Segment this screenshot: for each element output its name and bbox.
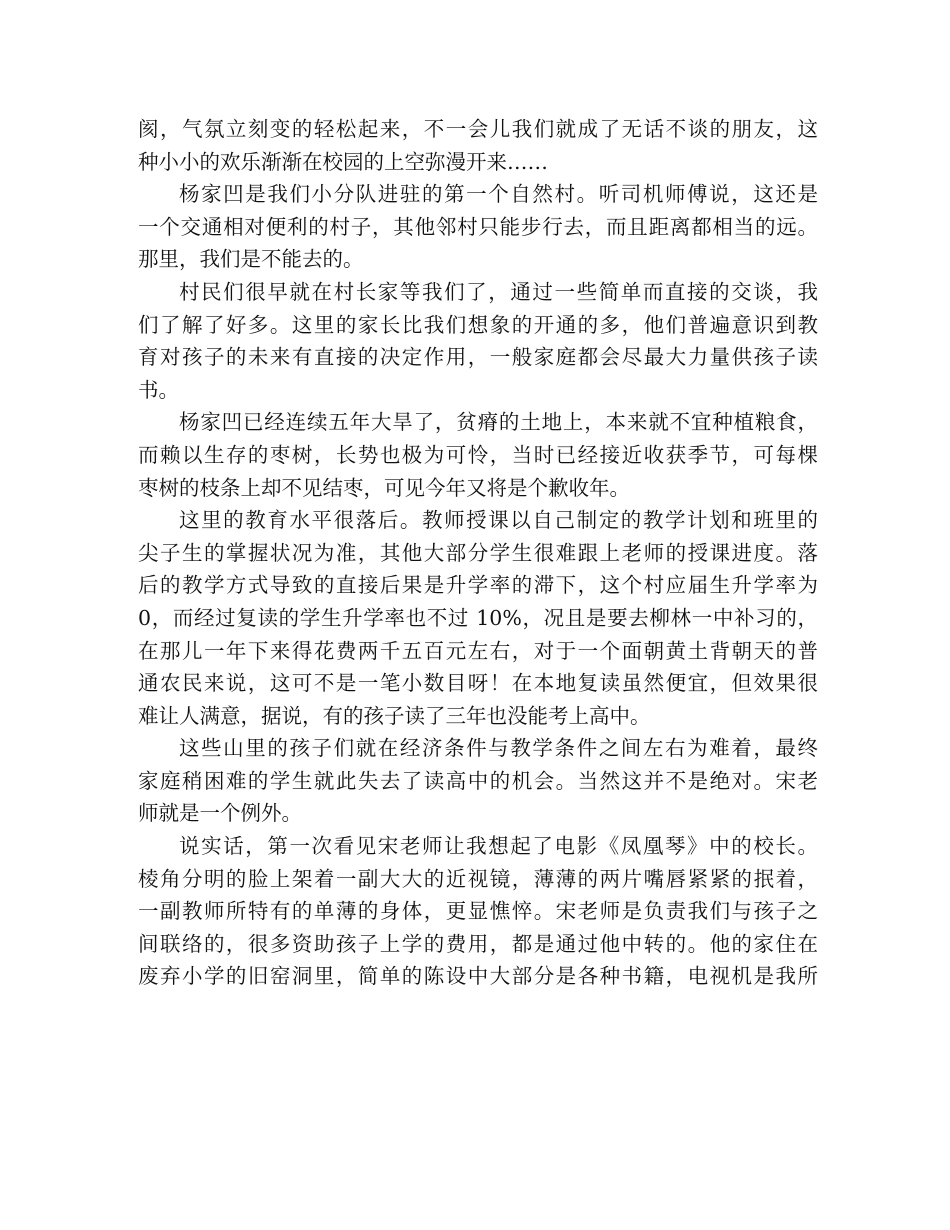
paragraph-2: [138, 178, 818, 276]
paragraph-4: [138, 406, 818, 504]
text-line: 而赖以生存的枣树，长势也极为可怜，当时已经接近收获季节，可每棵: [138, 442, 818, 467]
text-line: 尖子生的掌握状况为准，其他大部分学生很难跟上老师的授课进度。落: [138, 540, 818, 565]
text-line: 阂，气氛立刻变的轻松起来，不一会儿我们就成了无话不谈的朋友，这: [138, 117, 818, 141]
text-line: 通农民来说，这可不是一笔小数目呀！在本地复读虽然便宜，但效果很: [138, 671, 818, 696]
text-line: 说实话，第一次看见宋老师让我想起了电影《凤凰琴》中的校长。: [179, 834, 818, 859]
text-line: 在那儿一年下来得花费两千五百元左右，对于一个面朝黄土背朝天的普: [138, 638, 818, 663]
text-line: 杨家凹是我们小分队进驻的第一个自然村。听司机师傅说，这还是: [179, 182, 818, 207]
text-line: 杨家凹已经连续五年大旱了，贫瘠的土地上，本来就不宜种植粮食，: [179, 410, 818, 435]
text-line: 种小小的欢乐渐渐在校园的上空弥漫开来……: [138, 149, 548, 174]
text-line: 棱角分明的脸上架着一副大大的近视镜，薄薄的两片嘴唇紧紧的抿着，: [138, 866, 818, 891]
text-line: 一副教师所特有的单薄的身体，更显憔悴。宋老师是负责我们与孩子之: [138, 899, 818, 924]
text-line: 家庭稍困难的学生就此失去了读高中的机会。当然这并不是绝对。宋老: [138, 768, 818, 793]
text-line: 们了解了好多。这里的家长比我们想象的开通的多，他们普遍意识到教: [138, 312, 818, 337]
text-line: 那里，我们是不能去的。: [138, 247, 364, 272]
text-line: 间联络的，很多资助孩子上学的费用，都是通过他中转的。他的家住在: [138, 931, 818, 956]
text-line: 村民们很早就在村长家等我们了，通过一些简单而直接的交谈，我: [179, 279, 818, 304]
text-line: 一个交通相对便利的村子，其他邻村只能步行去，而且距离都相当的远。: [138, 214, 818, 239]
paragraph-1: [138, 113, 818, 178]
text-line: 废弃小学的旧窑洞里，简单的陈设中大部分是各种书籍，电视机是我所: [138, 964, 818, 989]
paragraph-6: [138, 732, 818, 830]
text-line: 这些山里的孩子们就在经济条件与教学条件之间左右为难着，最终: [179, 736, 818, 761]
document-page: [138, 113, 818, 993]
text-line: 书。: [138, 377, 179, 402]
text-line: 育对孩子的未来有直接的决定作用，一般家庭都会尽最大力量供孩子读: [138, 345, 818, 370]
text-line: 后的教学方式导致的直接后果是升学率的滞下，这个村应届生升学率为: [138, 573, 818, 598]
text-line: 师就是一个例外。: [138, 801, 302, 826]
text-line: 0，而经过复读的学生升学率也不过 10%，况且是要去柳林一中补习的，: [138, 605, 818, 630]
text-line: 枣树的枝条上却不见结枣，可见今年又将是个歉收年。: [138, 475, 630, 500]
text-line: 这里的教育水平很落后。教师授课以自己制定的教学计划和班里的: [179, 508, 818, 533]
paragraph-3: [138, 276, 818, 406]
paragraph-7: [138, 830, 818, 993]
paragraph-5: [138, 504, 818, 732]
text-line: 难让人满意，据说，有的孩子读了三年也没能考上高中。: [138, 703, 651, 728]
